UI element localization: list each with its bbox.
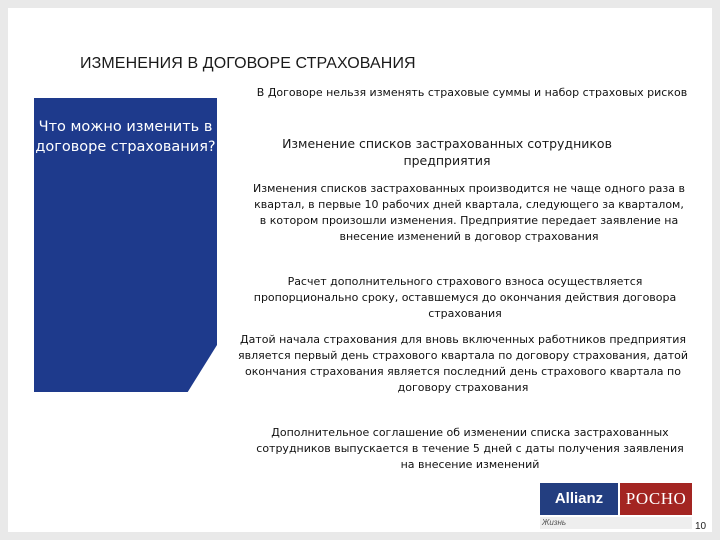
page-title: ИЗМЕНЕНИЯ В ДОГОВОРЕ СТРАХОВАНИЯ	[80, 55, 416, 72]
logo-subtitle: Жизнь	[542, 518, 567, 527]
text-block-restrictions: В Договоре нельзя изменять страховые суммы и набор страховых рисков	[256, 86, 688, 99]
text-block-agreement: Дополнительное соглашение об изменении списка застрахованных сотрудников выпускается в течение 5 дней с даты получения заявления на внесение изменений	[256, 426, 684, 471]
text-block-frequency: Изменения списков застрахованных производится не чаще одного раза в квартал, в первые 10 рабочих дней квартала, следующего за кварталом, в котором произошли изменения. Предприятие передает заявление на внесение изменений в договор страхования	[253, 182, 685, 243]
text-block-premium: Расчет дополнительного страхового взноса осуществляется пропорционально сроку, оставшемуся до окончания действия договора страхования	[253, 275, 677, 320]
logo-rosno: РОСНО	[620, 483, 692, 515]
page-number: 10	[695, 521, 707, 532]
company-logo	[538, 480, 698, 532]
text-block-dates: Датой начала страхования для вновь включенных работников предприятия является первый день страхового квартала по договору страхования, датой окончания страхования является последний день страхового квартала по договору страхования	[238, 333, 688, 394]
question-text: Что можно изменить в договоре страхования?	[35, 119, 216, 155]
logo-allianz: Allianz	[540, 483, 618, 515]
text-block-heading: Изменение списков застрахованных сотрудников предприятия	[282, 136, 612, 168]
